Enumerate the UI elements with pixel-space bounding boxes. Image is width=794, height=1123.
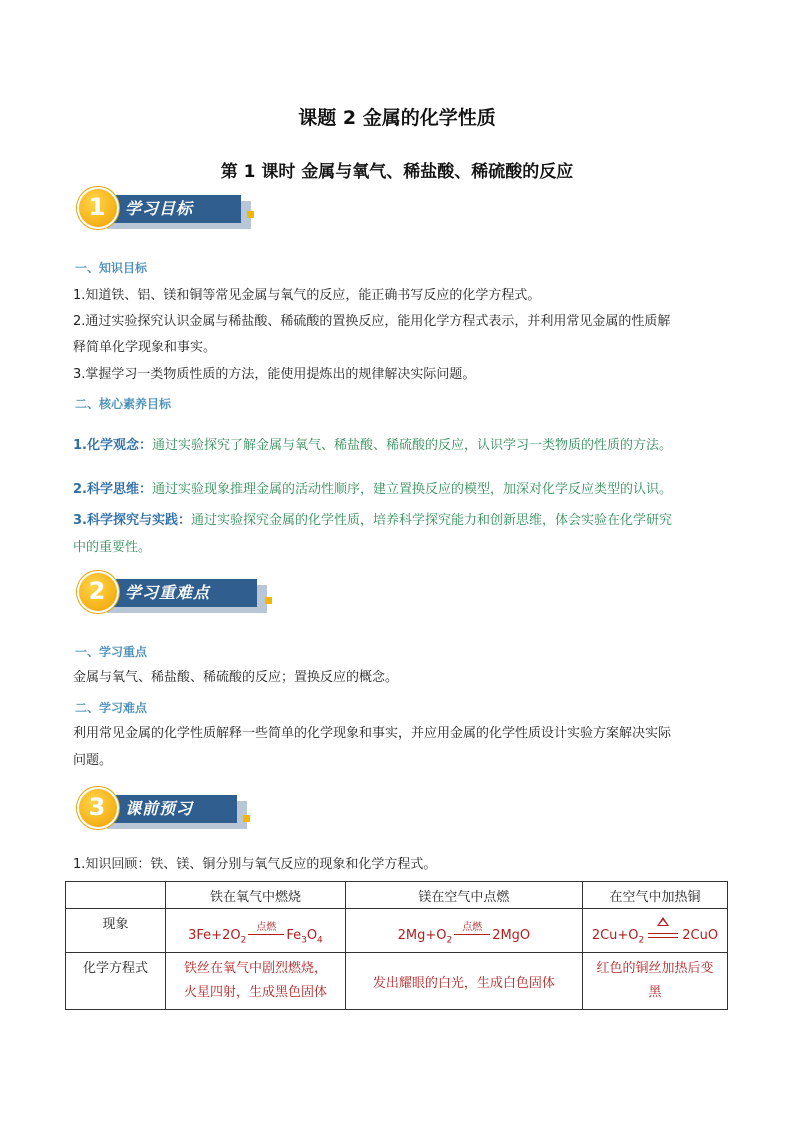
section-badge-label: 课前预习	[125, 799, 194, 818]
difficulty-text: 利用常见金属的化学性质解释一些简单的化学现象和事实，并应用金属的化学性质设计实验方案解决实际	[73, 726, 672, 741]
core-item: 2.科学思维：通过实验现象推理金属的活动性顺序，建立置换反应的模型，加深对化学反应类型的认识。	[73, 482, 672, 497]
table-row	[66, 909, 728, 953]
equation-cell: $3Fe+2O_2$ 点燃 $Fe_3O_4$	[166, 909, 346, 953]
table-header-cell: 镁在空气中点燃	[345, 882, 582, 909]
table-header-cell: 在空气中加热铜	[582, 882, 727, 909]
equation-cell: $2Mg+O_2$ 点燃 2MgO	[345, 909, 582, 953]
table-row	[66, 953, 728, 1010]
reaction-table	[65, 881, 728, 1010]
row-label: 现象	[66, 909, 166, 953]
key-heading: 一、学习重点	[75, 645, 148, 659]
reaction-arrow-icon: 点燃	[248, 930, 284, 940]
equation-cell: $2Cu+O_2$ 2CuO	[582, 909, 727, 953]
core-item: 3.科学探究与实践：通过实验探究金属的化学性质，培养科学探究能力和创新思维，体会实验在化学研究	[73, 513, 672, 528]
knowledge-item: 2.通过实验探究认识金属与稀盐酸、稀硫酸的置换反应，能用化学方程式表示，并利用常见金属的性质解	[73, 314, 671, 329]
row-label: 化学方程式	[66, 953, 166, 1010]
table-header-cell	[66, 882, 166, 909]
section-badge-1: 学习目标 1	[77, 187, 257, 227]
section-badge-label: 学习重难点	[125, 583, 211, 602]
observation-cell: 发出耀眼的白光，生成白色固体	[345, 953, 582, 1010]
preview-intro: 1.知识回顾：铁、镁、铜分别与氧气反应的现象和化学方程式。	[73, 857, 437, 872]
knowledge-heading: 一、知识目标	[75, 261, 148, 275]
page-title: 课题 2 金属的化学性质	[298, 107, 496, 129]
observation-cell: 铁丝在氧气中剧烈燃烧， 火星四射，生成黑色固体	[166, 953, 346, 1010]
section-badge-3: 课前预习 3	[77, 787, 257, 827]
knowledge-item: 释简单化学现象和事实。	[73, 340, 217, 355]
key-text: 金属与氧气、稀盐酸、稀硫酸的反应；置换反应的概念。	[73, 670, 399, 685]
table-row	[66, 882, 728, 909]
table-header-cell: 铁在氧气中燃烧	[166, 882, 346, 909]
page-subtitle: 第 1 课时 金属与氧气、稀盐酸、稀硫酸的反应	[220, 162, 574, 182]
section-badge-label: 学习目标	[125, 199, 194, 218]
heating-arrow-icon	[648, 929, 678, 941]
core-heading: 二、核心素养目标	[75, 397, 172, 411]
core-item: 1.化学观念：通过实验探究了解金属与氧气、稀盐酸、稀硫酸的反应，认识学习一类物质的性质的方法。	[73, 438, 672, 453]
difficulty-text-cont: 问题。	[73, 753, 113, 768]
knowledge-item: 1.知道铁、铝、镁和铜等常见金属与氧气的反应，能正确书写反应的化学方程式。	[73, 288, 541, 303]
knowledge-item: 3.掌握学习一类物质性质的方法，能使用提炼出的规律解决实际问题。	[73, 367, 476, 382]
section-badge-2: 学习重难点 2	[77, 571, 277, 611]
core-item-cont: 中的重要性。	[73, 540, 152, 555]
reaction-arrow-icon: 点燃	[454, 930, 490, 940]
observation-cell: 红色的铜丝加热后变 黑	[582, 953, 727, 1010]
difficulty-heading: 二、学习难点	[75, 701, 148, 715]
